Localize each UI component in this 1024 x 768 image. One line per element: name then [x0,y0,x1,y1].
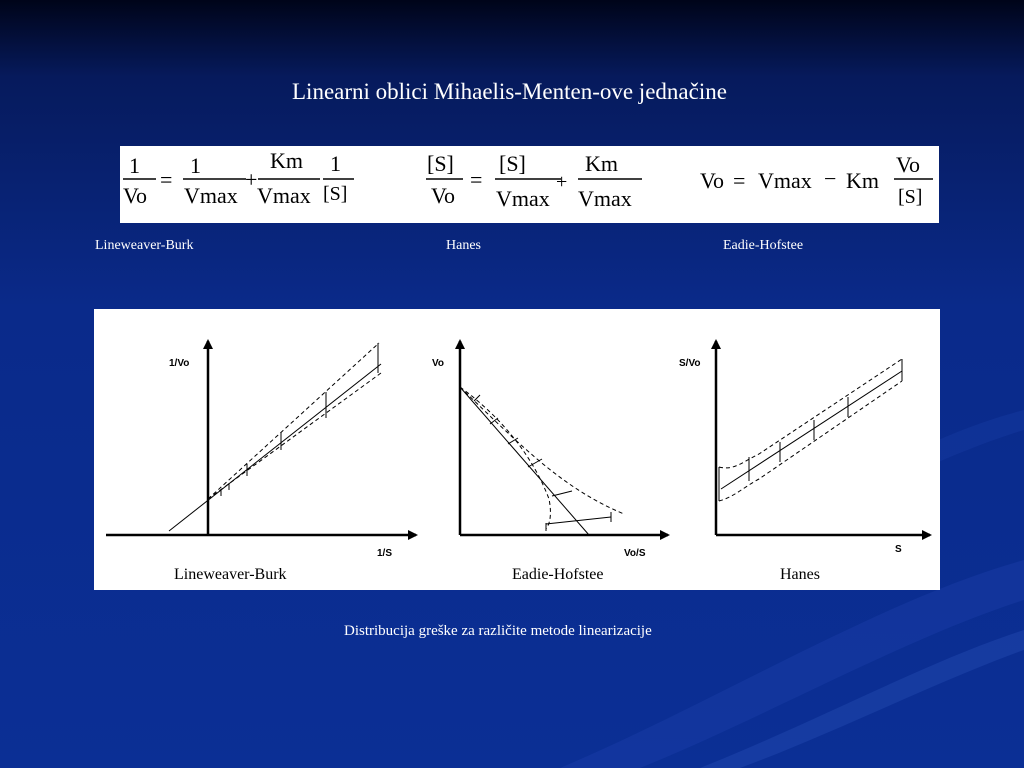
graph-lineweaver-burk [106,341,416,535]
lb-denominator-s: [S] [323,183,348,205]
error-distribution-graphs [94,309,940,590]
svg-text:=: = [733,168,746,193]
graph-eadie-hofstee [460,341,668,535]
lb-denominator-vmax: Vmax [184,183,238,208]
label-lineweaver-burk: Lineweaver-Burk [95,238,194,253]
lb-numerator-left: 1 [129,153,140,178]
hanes-denominator-vmax-2: Vmax [578,186,632,211]
lineweaver-burk-equation [123,148,354,208]
hanes-graph-title: Hanes [780,566,820,583]
eh-xlabel: Vo/S [624,548,646,559]
label-hanes: Hanes [446,238,481,253]
slide-title: Linearni oblici Mihaelis-Menten-ove jednačine [292,79,727,104]
lb-numerator-right: 1 [190,153,201,178]
label-eadie-hofstee: Eadie-Hofstee [723,238,804,253]
hanes-denominator-left: Vo [431,183,456,208]
lb-denominator-vmax-2: Vmax [257,183,311,208]
svg-text:=: = [470,167,483,192]
lb-numerator-km: Km [270,148,303,173]
eh-km: Km [846,168,879,193]
hanes-equation [426,151,642,211]
lb-ylabel: 1/Vo [169,358,190,369]
svg-text:=: = [160,167,173,192]
lb-xlabel: 1/S [377,548,393,559]
eh-numerator-vo: Vo [896,152,921,177]
lb-graph-title: Lineweaver-Burk [174,566,287,583]
svg-text:−: − [824,166,837,191]
graph-hanes [716,341,930,535]
eh-ylabel: Vo [432,358,445,369]
eadie-hofstee-equation [700,152,933,208]
lb-denominator-left: Vo [123,183,148,208]
hanes-denominator-vmax: Vmax [496,186,550,211]
equations-svg [120,146,939,223]
hanes-numerator-s: [S] [499,151,526,176]
eh-graph-title: Eadie-Hofstee [512,566,604,583]
eh-vo-left: Vo [700,168,725,193]
slide-caption: Distribucija greške za različite metode linearizacije [344,623,652,639]
hanes-numerator-left: [S] [427,151,454,176]
hanes-xlabel: S [895,544,902,555]
svg-text:+: + [556,171,568,193]
equations-panel [120,146,939,223]
eh-denominator-s: [S] [898,186,923,208]
eh-vmax: Vmax [758,168,812,193]
hanes-numerator-km: Km [585,151,618,176]
svg-text:+: + [245,167,258,192]
hanes-ylabel: S/Vo [679,358,701,369]
graphs-svg [94,309,940,590]
lb-numerator-one: 1 [330,151,341,176]
